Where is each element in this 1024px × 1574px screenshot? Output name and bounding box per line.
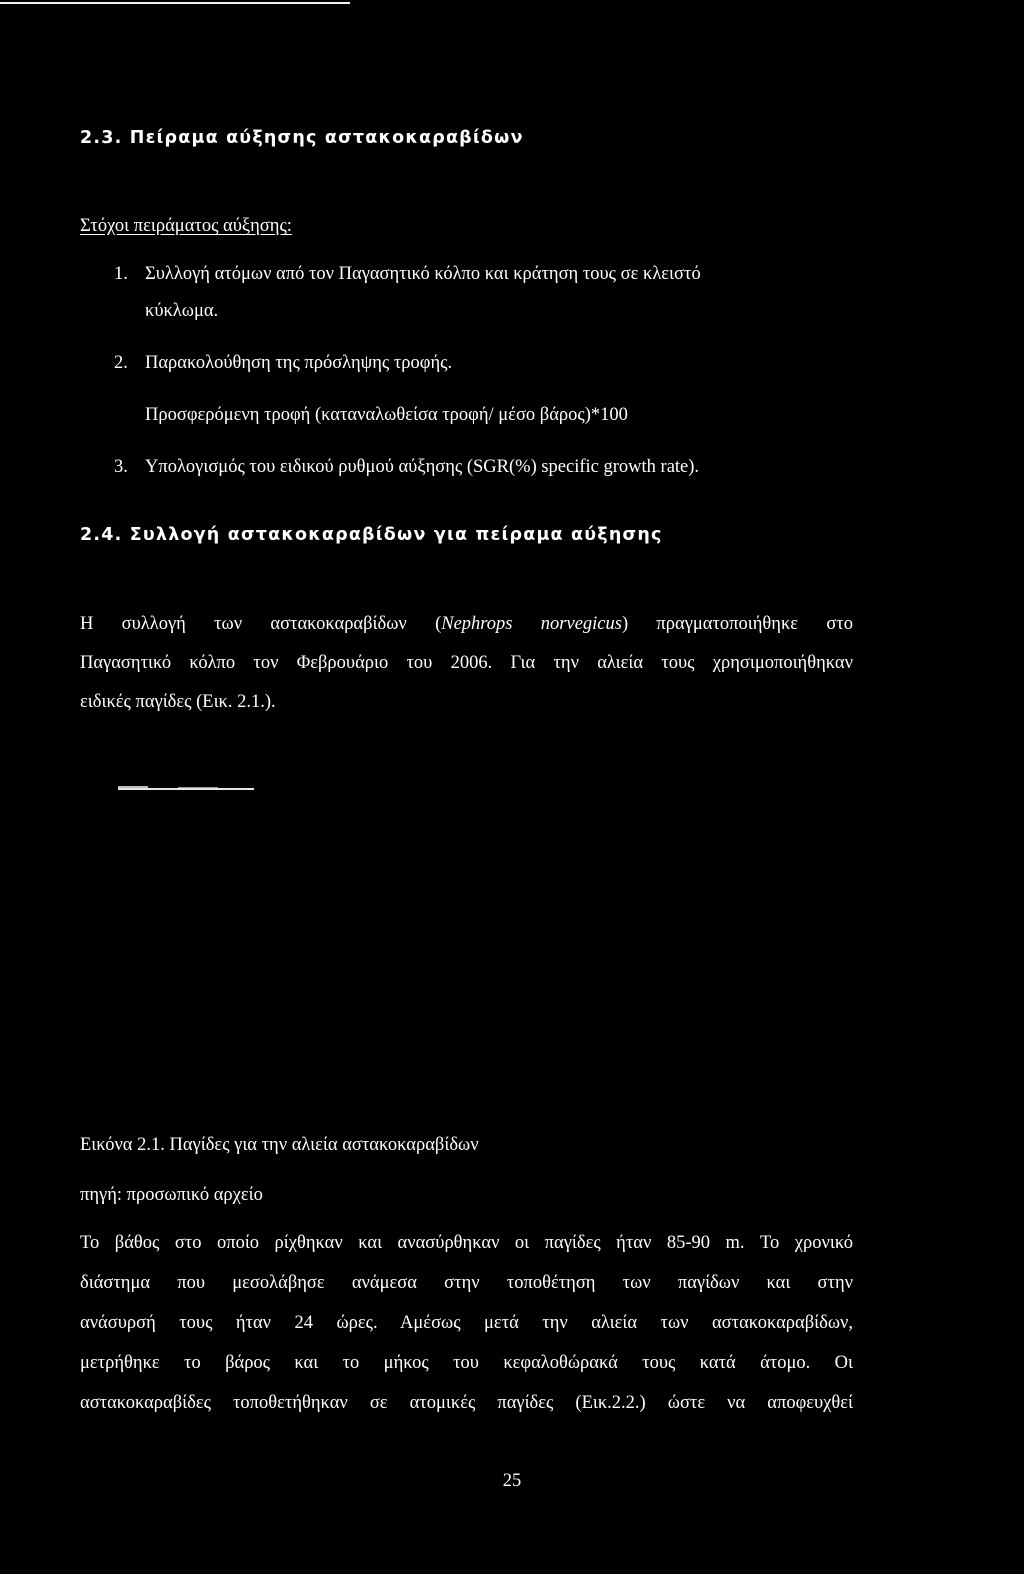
- species-name: Nephrops norvegicus: [441, 614, 622, 634]
- figure-caption: Εικόνα 2.1. Παγίδες για την αλιεία αστακοκαραβίδων: [80, 1135, 479, 1155]
- list-item-number: 2.: [114, 353, 128, 373]
- section-heading-2-3: 2.3. Πείραμα αύξησης αστακοκαραβίδων: [80, 128, 524, 148]
- list-item-text-continued: κύκλωμα.: [145, 301, 219, 321]
- list-item-number: 1.: [114, 264, 128, 284]
- top-rule: [0, 2, 350, 4]
- paragraph-line: αστακοκαραβίδες τοποθετήθηκαν σε ατομικές παγίδες (Εικ.2.2.) ώστε να αποφευχθεί: [80, 1393, 853, 1413]
- objectives-label: Στόχοι πειράματος αύξησης:: [80, 216, 292, 236]
- list-item-text: Παρακολούθηση της πρόσληψης τροφής.: [145, 353, 453, 373]
- list-item-text: Συλλογή ατόμων από τον Παγασητικό κόλπο και κράτηση τους σε κλειστό: [145, 264, 701, 284]
- paragraph-line: διάστημα που μεσολάβησε ανάμεσα στην τοποθέτηση των παγίδων και στην: [80, 1273, 853, 1293]
- paragraph-line-last: ειδικές παγίδες (Εικ. 2.1.).: [80, 692, 276, 712]
- section-heading-2-4: 2.4. Συλλογή αστακοκαραβίδων για πείραμα αύξησης: [80, 525, 663, 545]
- paragraph-line: ανάσυρσή τους ήταν 24 ώρες. Αμέσως μετά την αλιεία των αστακοκαραβίδων,: [80, 1313, 853, 1333]
- list-item-number: 3.: [114, 457, 128, 477]
- paragraph-line: [80, 614, 853, 635]
- list-item-text: Υπολογισμός του ειδικού ρυθμού αύξησης (SGR(%) specific growth rate).: [145, 457, 700, 477]
- figure-photo: [118, 786, 254, 791]
- paragraph-line: Παγασητικό κόλπο τον Φεβρουάριο του 2006. Για την αλιεία τους χρησιμοποιήθηκαν: [80, 653, 853, 673]
- paragraph-text-b: ) πραγματοποιήθηκε στο: [621, 614, 853, 634]
- paragraph-text-a: Η συλλογή των αστακοκαραβίδων (: [80, 614, 442, 634]
- formula-line: Προσφερόμενη τροφή (καταναλωθείσα τροφή/ μέσο βάρος)*100: [145, 405, 628, 425]
- page-number: 25: [502, 1471, 522, 1491]
- figure-source: πηγή: προσωπικό αρχείο: [80, 1185, 263, 1205]
- paragraph-line: Το βάθος στο οποίο ρίχθηκαν και ανασύρθηκαν οι παγίδες ήταν 85-90 m. Το χρονικό: [80, 1233, 853, 1253]
- paragraph-line: μετρήθηκε το βάρος και το μήκος του κεφαλοθώρακά τους κατά άτομο. Οι: [80, 1353, 853, 1373]
